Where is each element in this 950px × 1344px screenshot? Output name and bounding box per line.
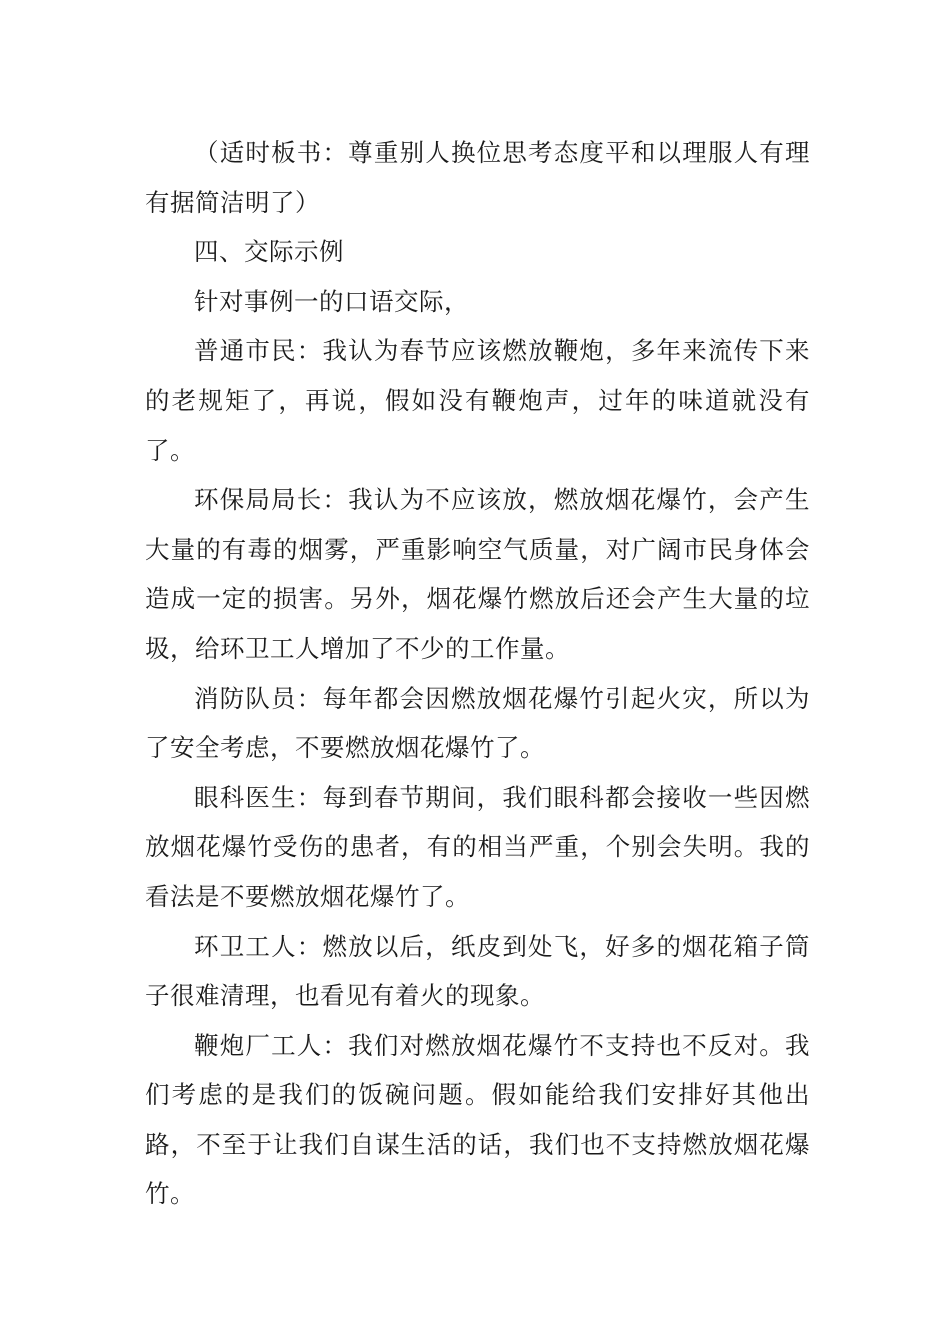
paragraph-factory-worker: 鞭炮厂工人：我们对燃放烟花爆竹不支持也不反对。我们考虑的是我们的饭碗问题。假如能给我们安排好其他出路，不至于让我们自谋生活的话，我们也不支持燃放烟花爆竹。 [145,1030,810,1209]
paragraph-board-notes: （适时板书：尊重别人换位思考态度平和以理服人有理有据简洁明了） [145,138,810,217]
section-heading-examples: 四、交际示例 [194,237,344,267]
paragraph-firefighter: 消防队员：每年都会因燃放烟花爆竹引起火灾，所以为了安全考虑，不要燃放烟花爆竹了。 [145,683,810,763]
paragraph-eye-doctor: 眼科医生：每到春节期间，我们眼科都会接收一些因燃放烟花爆竹受伤的患者，有的相当严重，个别会失明。我的看法是不要燃放烟花爆竹了。 [145,782,810,911]
paragraph-intro: 针对事例一的口语交际， [194,286,469,316]
paragraph-sanitation-worker: 环卫工人：燃放以后，纸皮到处飞，好多的烟花箱子筒子很难清理，也看见有着火的现象。 [145,931,810,1011]
paragraph-environment-director: 环保局局长：我认为不应该放，燃放烟花爆竹，会产生大量的有毒的烟雾，严重影响空气质量，对广阔市民身体会造成一定的损害。另外，烟花爆竹燃放后还会产生大量的垃圾，给环卫工人增加了不少的工作量。 [145,485,810,663]
document-body [145,128,810,1219]
paragraph-citizen: 普通市民：我认为春节应该燃放鞭炮，多年来流传下来的老规矩了，再说，假如没有鞭炮声，过年的味道就没有了。 [145,336,810,465]
